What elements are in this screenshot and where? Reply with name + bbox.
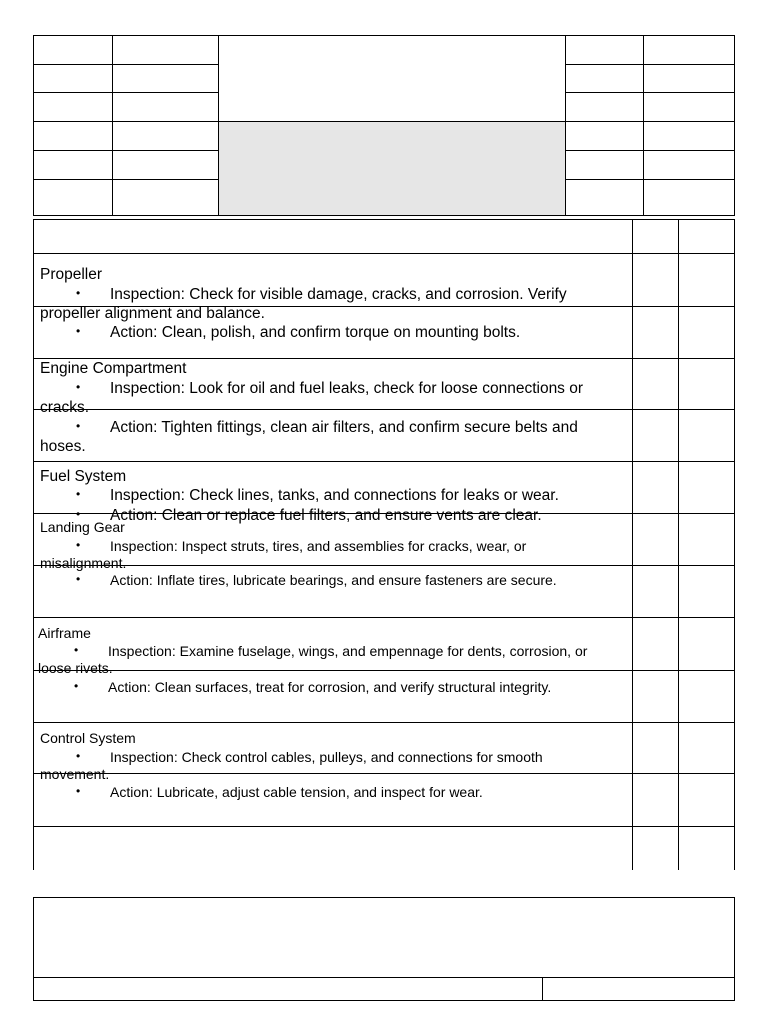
- header-grid-line: [565, 92, 735, 93]
- action-text: Action: Tighten fittings, clean air filters, and confirm secure belts and: [110, 419, 578, 436]
- header-grid-line: [33, 121, 219, 122]
- header-grid-line: [565, 64, 735, 65]
- notes-box-line: [542, 977, 543, 1001]
- notes-box: [33, 897, 735, 1001]
- bullet-icon: •: [76, 487, 81, 501]
- inspection-text-wrap: loose rivets.: [38, 660, 113, 676]
- action-text: Action: Clean or replace fuel filters, and ensure vents are clear.: [110, 507, 542, 524]
- inspection-text: Inspection: Inspect struts, tires, and assemblies for cracks, wear, or: [110, 538, 527, 554]
- bullet-icon: •: [76, 286, 81, 300]
- bullet-icon: •: [76, 419, 81, 433]
- checklist-row-line: [33, 409, 735, 410]
- checklist-row-line: [33, 722, 735, 723]
- notes-box-line: [33, 977, 735, 978]
- checklist-row-line: [33, 461, 735, 462]
- section-title-control-system: Control System: [40, 730, 136, 746]
- checklist-row-line: [33, 253, 735, 254]
- header-grid-line: [33, 64, 219, 65]
- header-grid-line: [33, 150, 219, 151]
- inspection-text-wrap: cracks.: [40, 399, 90, 416]
- section-title-engine-compartment: Engine Compartment: [40, 360, 187, 377]
- bullet-icon: •: [76, 749, 81, 763]
- action-text: Action: Lubricate, adjust cable tension, and inspect for wear.: [110, 784, 483, 800]
- inspection-text: Inspection: Look for oil and fuel leaks, check for loose connections or: [110, 380, 584, 397]
- action-text: Action: Inflate tires, lubricate bearings, and ensure fasteners are secure.: [110, 572, 557, 588]
- bullet-icon: •: [74, 643, 79, 657]
- action-text: Action: Clean, polish, and confirm torque on mounting bolts.: [110, 324, 521, 341]
- section-title-airframe: Airframe: [38, 625, 91, 641]
- section-title-fuel-system: Fuel System: [40, 468, 127, 485]
- bullet-icon: •: [76, 784, 81, 798]
- header-grid-line: [218, 35, 219, 216]
- header-grid-line: [565, 35, 566, 216]
- checklist-row-line: [33, 773, 735, 774]
- bullet-icon: •: [76, 324, 81, 338]
- inspection-text: Inspection: Examine fuselage, wings, and empennage for dents, corrosion, or: [108, 643, 588, 659]
- checklist-row-line: [33, 617, 735, 618]
- checklist-row-line: [33, 565, 735, 566]
- header-grid-line: [218, 121, 566, 122]
- action-text-wrap: hoses.: [40, 438, 86, 455]
- bullet-icon: •: [76, 507, 81, 521]
- inspection-text: Inspection: Check for visible damage, cracks, and corrosion. Verify: [110, 286, 567, 303]
- checklist-table-line: [33, 219, 735, 220]
- action-text: Action: Clean surfaces, treat for corrosion, and verify structural integrity.: [108, 679, 552, 695]
- header-grid-line: [565, 150, 735, 151]
- header-grid-line: [565, 121, 735, 122]
- header-title-shaded-cell: [219, 122, 565, 215]
- bullet-icon: •: [76, 380, 81, 394]
- checklist-row-line: [33, 670, 735, 671]
- inspection-text-wrap: movement.: [40, 766, 110, 782]
- header-grid-line: [565, 179, 735, 180]
- header-grid-line: [643, 35, 644, 216]
- inspection-text: Inspection: Check control cables, pulleys, and connections for smooth: [110, 749, 543, 765]
- section-title-landing-gear: Landing Gear: [40, 519, 125, 535]
- header-grid-line: [112, 35, 113, 216]
- header-grid-line: [33, 179, 219, 180]
- bullet-icon: •: [76, 538, 81, 552]
- bullet-icon: •: [74, 679, 79, 693]
- header-grid-line: [33, 92, 219, 93]
- bullet-icon: •: [76, 572, 81, 586]
- checklist-row-line: [33, 826, 735, 827]
- inspection-text-wrap: propeller alignment and balance.: [40, 305, 265, 322]
- inspection-text: Inspection: Check lines, tanks, and connections for leaks or wear.: [110, 487, 559, 504]
- section-title-propeller: Propeller: [40, 266, 103, 283]
- inspection-text-wrap: misalignment.: [40, 555, 127, 571]
